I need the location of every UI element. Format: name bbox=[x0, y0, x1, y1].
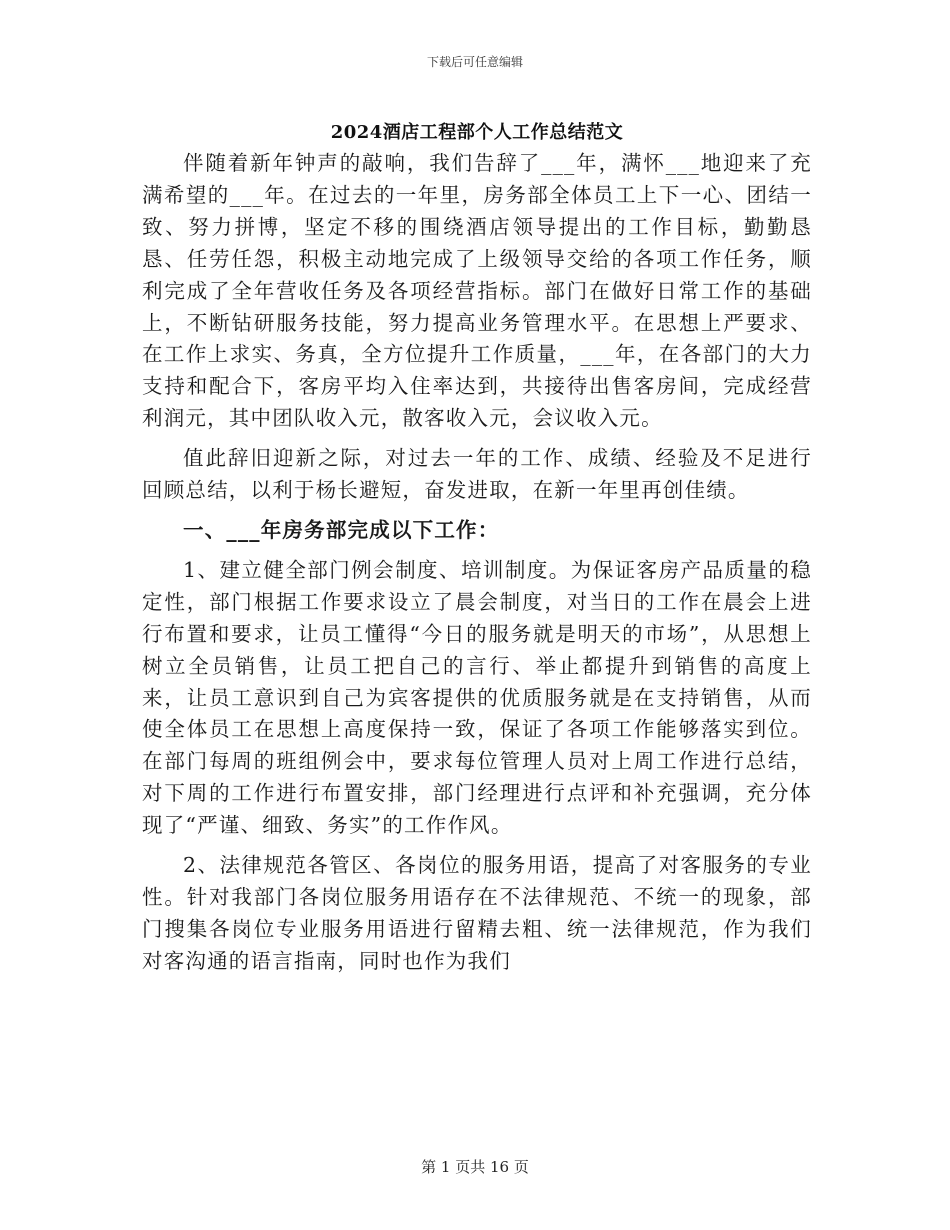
document-title: 2024酒店工程部个人工作总结范文 bbox=[330, 122, 624, 143]
page-number-footer: 第 1 页共 16 页 bbox=[421, 1158, 529, 1176]
paragraph-item-1: 1、建立健全部门例会制度、培训制度。为保证客房产品质量的稳定性，部门根据工作要求设立了晨会制度，对当日的工作在晨会上进行布置和要求，让员工懂得“今日的服务就是明天的市场”，从思想上树立全员销售，让员工把自己的言行、举止都提升到销售的高度上来，让员工意识到自己为宾客提供的优质服务就是在支持销售，从而使全体员工在思想上高度保持一致，保证了各项工作能够落实到位。在部门每周的班组例会中，要求每位管理人员对上周工作进行总结，对下周的工作进行布置安排，部门经理进行点评和补充强调，充分体现了“严谨、细致、务实”的工作作风。 bbox=[142, 557, 812, 838]
document-body bbox=[142, 148, 812, 978]
paragraph-item-2: 2、法律规范各管区、各岗位的服务用语，提高了对客服务的专业性。针对我部门各岗位服务用语存在不法律规范、不统一的现象，部门搜集各岗位专业服务用语进行留精去粗、统一法律规范，作为我们对客沟通的语言指南，同时也作为我们 bbox=[142, 853, 812, 973]
paragraph-review: 值此辞旧迎新之际，对过去一年的工作、成绩、经验及不足进行回顾总结，以利于杨长避短，奋发进取，在新一年里再创佳绩。 bbox=[142, 446, 812, 503]
header-note: 下载后可任意编辑 bbox=[426, 55, 523, 69]
section-heading: 一、___年房务部完成以下工作： bbox=[183, 517, 500, 542]
paragraph-intro: 伴随着新年钟声的敲响，我们告辞了___年，满怀___地迎来了充满希望的___年。在过去的一年里，房务部全体员工上下一心、团结一致、努力拼博，坚定不移的围绕酒店领导提出的工作目标，勤勤恳恳、任劳任怨，积极主动地完成了上级领导交给的各项工作任务，顺利完成了全年营收任务及各项经营指标。部门在做好日常工作的基础上，不断钻研服务技能，努力提高业务管理水平。在思想上严要求、在工作上求实、务真，全方位提升工作质量，___年，在各部门的大力支持和配合下，客房平均入住率达到，共接待出售客房间，完成经营利润元，其中团队收入元，散客收入元，会议收入元。 bbox=[142, 151, 812, 431]
